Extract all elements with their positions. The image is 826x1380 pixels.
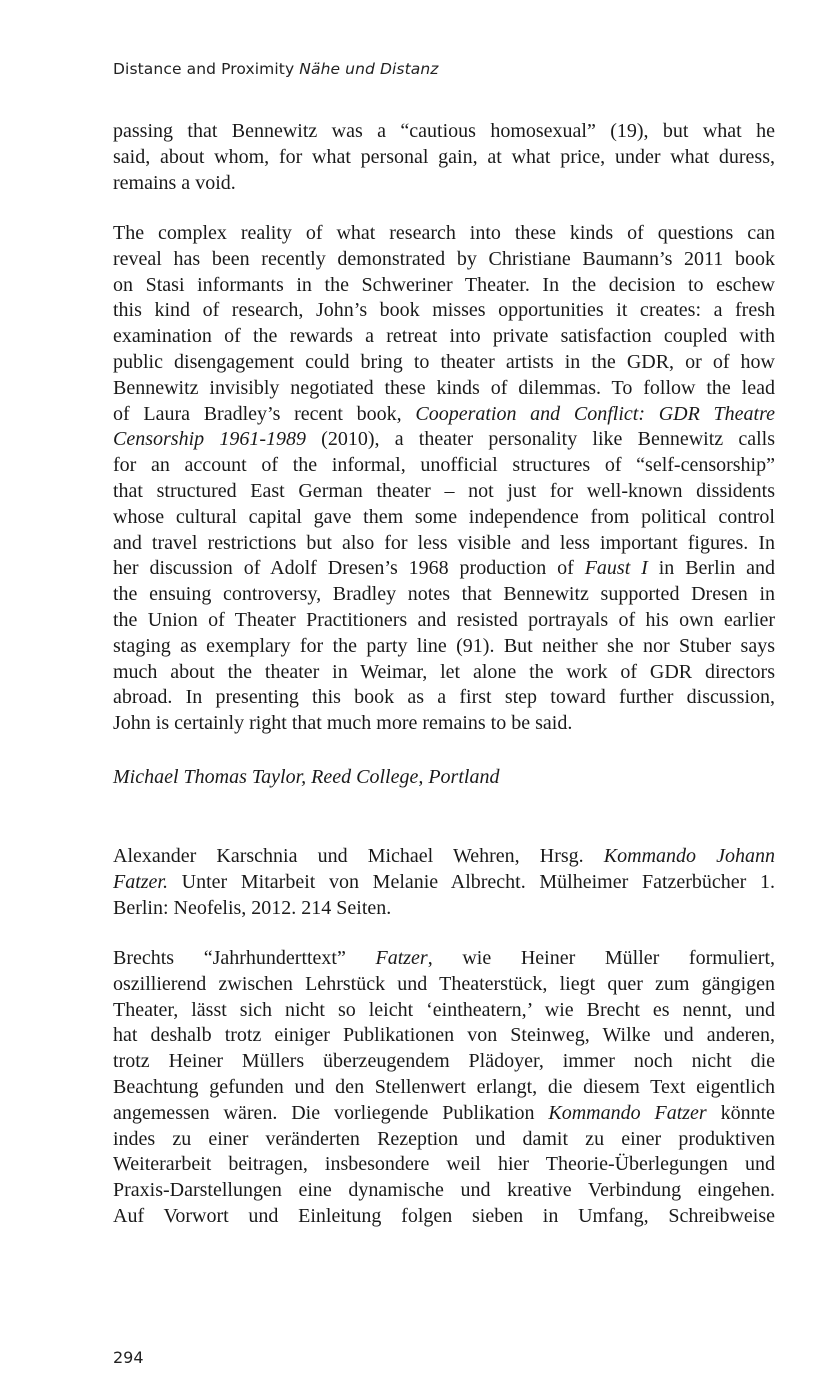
text-line xyxy=(113,1101,775,1127)
text-segment: Alexander Karschnia und Michael Wehren, Hrsg. xyxy=(113,845,604,867)
paragraph-3 xyxy=(113,946,775,1230)
text-line xyxy=(113,556,775,582)
text-line: trotz Heiner Müllers überzeugendem Plädoyer, immer noch nicht die xyxy=(113,1050,775,1073)
text-line xyxy=(113,946,775,972)
text-line: said, about whom, for what personal gain, at what price, under what duress, xyxy=(113,145,775,168)
text-line: remains a void. xyxy=(113,171,236,194)
text-line: John is certainly right that much more remains to be said. xyxy=(113,712,573,735)
text-line: examination of the rewards a retreat into private satisfaction coupled with xyxy=(113,325,775,348)
page-number: 294 xyxy=(113,1348,144,1367)
text-line: hat deshalb trotz einiger Publikationen von Steinweg, Wilke und anderen, xyxy=(113,1024,775,1047)
italic-title: Censorship 1961-1989 xyxy=(113,428,306,451)
text-segment: (2010), a theater personality like Bennewitz calls xyxy=(305,428,775,451)
running-header xyxy=(113,60,439,78)
text-line: Bennewitz invisibly negotiated these kinds of dilemmas. To follow the lead xyxy=(113,376,775,399)
paragraph-2 xyxy=(113,221,775,737)
text-line: Auf Vorwort und Einleitung folgen sieben in Umfang, Schreibweise xyxy=(113,1204,775,1227)
text-segment: angemessen wären. Die vorliegende Publikation xyxy=(113,1101,549,1124)
text-segment: Unter Mitarbeit von Melanie Albrecht. Mülheimer Fatzerbücher 1. xyxy=(168,870,775,893)
running-header-title-de: Nähe und Distanz xyxy=(299,60,439,78)
paragraph-1 xyxy=(113,119,775,196)
text-line: Beachtung gefunden und den Stellenwert erlangt, die diesem Text eigentlich xyxy=(113,1075,775,1098)
text-line: Theater, lässt sich nicht so leicht ‘eintheatern,’ wie Brecht es nennt, und xyxy=(113,998,775,1021)
running-header-title-en: Distance and Proximity xyxy=(113,60,295,78)
text-line: that structured East German theater – not just for well-known dissidents xyxy=(113,479,775,502)
text-line: Praxis-Darstellungen eine dynamische und kreative Verbindung eingehen. xyxy=(113,1179,775,1202)
book-citation xyxy=(113,844,775,921)
italic-title: Kommando Fatzer xyxy=(548,1101,707,1124)
italic-title: Faust I xyxy=(584,557,648,580)
text-line: reveal has been recently demonstrated by Christiane Baumann’s 2011 book xyxy=(113,247,775,270)
text-segment: in Berlin and xyxy=(647,557,775,580)
text-line: this kind of research, John’s book misses opportunities it creates: a fresh xyxy=(113,299,775,322)
text-line: on Stasi informants in the Schweriner Theater. In the decision to eschew xyxy=(113,273,775,296)
text-line xyxy=(113,844,775,870)
review-signature xyxy=(113,765,775,791)
text-segment: könnte xyxy=(706,1101,776,1124)
text-line xyxy=(113,870,775,896)
text-segment: Brechts “Jahrhunderttext” xyxy=(113,947,376,969)
text-line: Berlin: Neofelis, 2012. 214 Seiten. xyxy=(113,896,392,919)
text-line: much about the theater in Weimar, let alone the work of GDR directors xyxy=(113,660,775,683)
text-segment: her discussion of Adolf Dresen’s 1968 production of xyxy=(113,557,585,580)
text-line xyxy=(113,427,775,453)
text-line: passing that Bennewitz was a “cautious homosexual” (19), but what he xyxy=(113,120,775,142)
text-line: whose cultural capital gave them some independence from political control xyxy=(113,505,775,528)
text-line: oszillierend zwischen Lehrstück und Theaterstück, liegt quer zum gängigen xyxy=(113,972,775,995)
text-line xyxy=(113,402,775,428)
text-line: the ensuing controversy, Bradley notes that Bennewitz supported Dresen in xyxy=(113,583,775,606)
italic-title: Fatzer xyxy=(375,947,428,969)
italic-title: Fatzer. xyxy=(113,870,168,893)
text-line: abroad. In presenting this book as a first step toward further discussion, xyxy=(113,686,775,709)
italic-title: Kommando Johann xyxy=(603,845,775,867)
text-line: for an account of the informal, unofficial structures of “self-censorship” xyxy=(113,454,775,477)
italic-title: Cooperation and Conflict: GDR Theatre xyxy=(415,402,776,425)
review-signature-text: Michael Thomas Taylor, Reed College, Portland xyxy=(113,766,500,788)
text-line: and travel restrictions but also for less visible and less important figures. In xyxy=(113,531,775,554)
text-segment: of Laura Bradley’s recent book, xyxy=(113,402,416,425)
text-line: staging as exemplary for the party line (91). But neither she nor Stuber says xyxy=(113,634,775,657)
text-line: The complex reality of what research into these kinds of questions can xyxy=(113,222,775,244)
text-line: indes zu einer veränderten Rezeption und damit zu einer produktiven xyxy=(113,1127,775,1150)
text-line: the Union of Theater Practitioners and resisted portrayals of his own earlier xyxy=(113,608,775,631)
text-segment: , wie Heiner Müller formuliert, xyxy=(427,947,775,969)
text-line: Weiterarbeit beitragen, insbesondere weil hier Theorie-Überlegungen und xyxy=(113,1153,775,1176)
text-line: public disengagement could bring to theater artists in the GDR, or of how xyxy=(113,350,775,373)
